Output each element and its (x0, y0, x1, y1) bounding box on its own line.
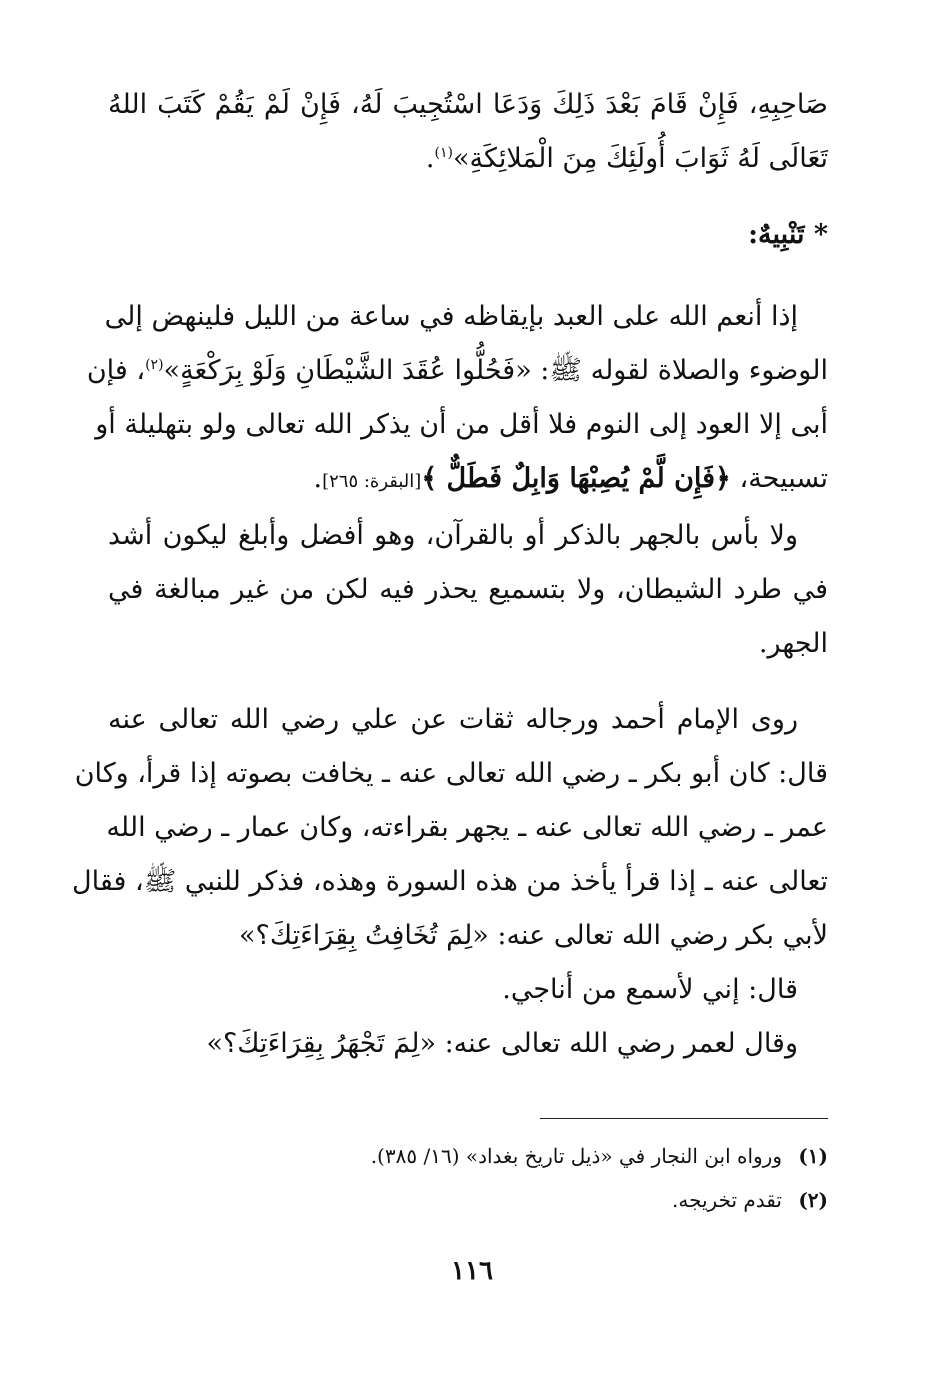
footnote-number: (٢) (798, 1188, 828, 1212)
text-line: روى الإمام أحمد ورجاله ثقات عن علي رضي الله تعالى عنه (108, 704, 798, 735)
page-body (71, 78, 828, 1071)
text-line: إذا أنعم الله على العبد بإيقاظه في ساعة من الليل فلينهض إلى (104, 301, 798, 332)
footnote-text: تقدم تخريجه. (672, 1188, 782, 1212)
footnote-text: ورواه ابن النجار في «ذيل تاريخ بغداد» (١٦/ ٣٨٥). (370, 1144, 782, 1168)
text-segment: . (313, 463, 323, 494)
footnote-item (128, 1134, 828, 1178)
text-line: تعالى عنه ـ إذا قرأ يأخذ من هذه السورة وهذه، فذكر للنبي ﷺ، فقال (71, 866, 828, 897)
text-line: ولا بأس بالجهر بالذكر أو بالقرآن، وهو أفضل وأبلغ ليكون أشد (108, 520, 798, 551)
text-line: قال: إني لأسمع من أناجي. (502, 974, 798, 1005)
text-line (108, 132, 828, 186)
footnote-number: (١) (798, 1144, 828, 1168)
text-line (86, 344, 828, 398)
paragraph-umar (108, 1017, 828, 1071)
text-segment: ، فإن (86, 355, 146, 386)
text-line: أبى إلا العود إلى النوم فلا أقل من أن يذكر الله تعالى ولو بتهليلة أو (95, 409, 828, 440)
footnotes (128, 1134, 828, 1222)
footnote-ref[interactable]: (٢) (145, 357, 164, 373)
paragraph-reply (108, 963, 828, 1017)
paragraph-hadith-end (108, 78, 828, 186)
page-number: ١١٦ (451, 1256, 493, 1286)
text-line: الجهر. (758, 628, 828, 659)
text-line (108, 452, 828, 509)
section-heading: * تَنْبِيهٌ: (748, 219, 828, 250)
verse-reference: [البقرة: ٢٦٥] (322, 471, 422, 492)
text-line: قال: كان أبو بكر ـ رضي الله تعالى عنه ـ يخافت بصوته إذا قرأ، وكان (74, 758, 828, 789)
footnote-separator (540, 1118, 828, 1119)
text-line: صَاحِبِهِ، فَإِنْ قَامَ بَعْدَ ذَلِكَ وَدَعَا اسْتُجِيبَ لَهُ، فَإِنْ لَمْ يَقُمْ كَتَبَ اللهُ (108, 89, 828, 120)
text-line: وقال لعمر رضي الله تعالى عنه: «لِمَ تَجْهَرُ بِقِرَاءَتِكَ؟» (206, 1028, 798, 1059)
text-segment: . (425, 143, 435, 174)
footnote-item (128, 1178, 828, 1222)
paragraph-loud-dhikr (108, 509, 828, 671)
footnote-ref[interactable]: (١) (434, 145, 453, 161)
text-line: في طرد الشيطان، ولا بتسميع يحذر فيه لكن من غير مبالغة في (108, 574, 828, 605)
paragraph-waking (86, 290, 828, 509)
text-line: عمر ـ رضي الله تعالى عنه ـ يجهر بقراءته، وكان عمار ـ رضي الله (106, 812, 828, 843)
quran-verse: ﴿فَإِن لَّمْ يُصِبْهَا وَابِلٌ فَطَلٌّ ﴾ (421, 463, 731, 494)
text-line: لأبي بكر رضي الله تعالى عنه: «لِمَ تُخَافِتُ بِقِرَاءَتِكَ؟» (238, 920, 828, 951)
paragraph-ahmad-narration (71, 693, 828, 963)
text-segment: تَعَالَى لَهُ ثَوَابَ أُولَئِكَ مِنَ الْمَلائِكَةِ» (452, 143, 828, 174)
text-segment: الوضوء والصلاة لقوله ﷺ: «فَحُلُّوا عُقَدَ الشَّيْطَانِ وَلَوْ بِرَكْعَةٍ» (163, 355, 828, 386)
text-segment: تسبيحة، (730, 463, 828, 494)
